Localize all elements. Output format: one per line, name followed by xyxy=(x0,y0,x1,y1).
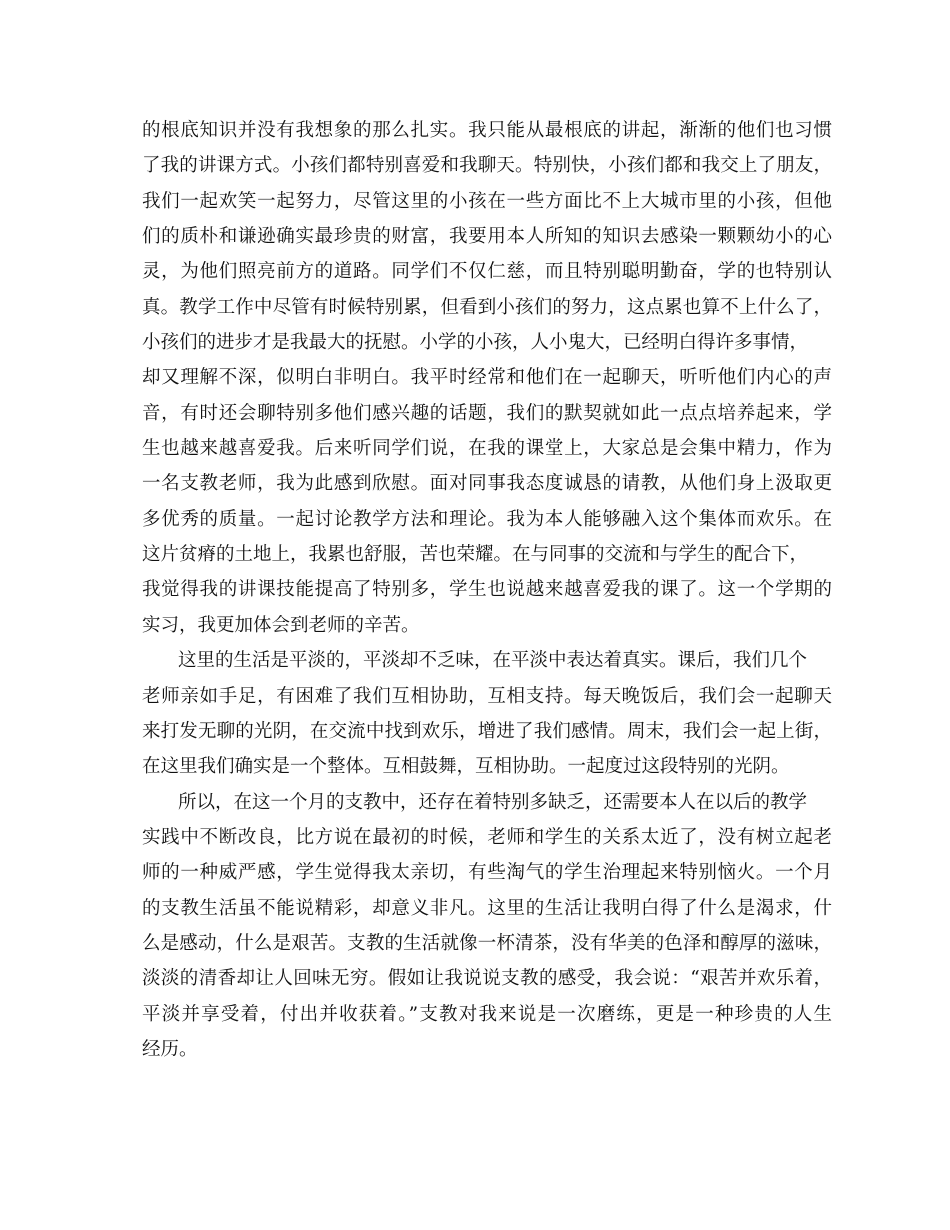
text-line: 小孩们的进步才是我最大的抚慰。小学的小孩，人小鬼大，已经明白得许多事情， xyxy=(142,332,809,354)
text-line: 一名支教老师，我为此感到欣慰。面对同事我态度诚恳的请教，从他们身上汲取更 xyxy=(142,473,832,495)
text-line: 实习，我更加体会到老师的辛苦。 xyxy=(142,614,420,636)
text-line: 来打发无聊的光阴，在交流中找到欢乐，增进了我们感情。周末，我们会一起上街， xyxy=(142,720,832,742)
text-line: 多优秀的质量。一起讨论教学方法和理论。我为本人能够融入这个集体而欢乐。在 xyxy=(142,508,832,530)
text-line: 经历。 xyxy=(142,1038,198,1060)
text-line: 实践中不断改良，比方说在最初的时候，老师和学生的关系太近了，没有树立起老 xyxy=(142,826,832,848)
body-text xyxy=(142,113,832,1067)
text-line: 我们一起欢笑一起努力，尽管这里的小孩在一些方面比不上大城市里的小孩，但他 xyxy=(142,190,832,212)
text-line: 么是感动，什么是艰苦。支教的生活就像一杯清茶，没有华美的色泽和醇厚的滋味， xyxy=(142,932,832,954)
text-line: 师的一种威严感，学生觉得我太亲切，有些淘气的学生治理起来特别恼火。一个月 xyxy=(142,862,832,884)
text-line: 老师亲如手足，有困难了我们互相协助，互相支持。每天晚饭后，我们会一起聊天 xyxy=(142,685,832,707)
text-line: 平淡并享受着，付出并收获着。”支教对我来说是一次磨练，更是一种珍贵的人生 xyxy=(142,1003,832,1025)
text-line: 在这里我们确实是一个整体。互相鼓舞，互相协助。一起度过这段特别的光阴。 xyxy=(142,756,790,778)
text-line: 的根底知识并没有我想象的那么扎实。我只能从最根底的讲起，渐渐的他们也习惯 xyxy=(142,120,832,141)
text-line: 们的质朴和谦逊确实最珍贵的财富，我要用本人所知的知识去感染一颗颗幼小的心 xyxy=(142,226,832,248)
text-line: 我觉得我的讲课技能提高了特别多，学生也说越来越喜爱我的课了。这一个学期的 xyxy=(142,579,832,601)
text-line: 真。教学工作中尽管有时候特别累，但看到小孩们的努力，这点累也算不上什么了， xyxy=(142,296,832,318)
text-line: 灵，为他们照亮前方的道路。同学们不仅仁慈，而且特别聪明勤奋，学的也特别认 xyxy=(142,261,832,283)
text-line: 所以，在这一个月的支教中，还存在着特别多缺乏，还需要本人在以后的教学 xyxy=(178,791,808,813)
text-line: 淡淡的清香却让人回味无穷。假如让我说说支教的感受，我会说：“艰苦并欢乐着， xyxy=(142,968,832,990)
text-line: 这片贫瘠的土地上，我累也舒服，苦也荣耀。在与同事的交流和与学生的配合下， xyxy=(142,544,809,566)
text-line: 音，有时还会聊特别多他们感兴趣的话题，我们的默契就如此一点点培养起来，学 xyxy=(142,402,832,424)
text-line: 的支教生活虽不能说精彩，却意义非凡。这里的生活让我明白得了什么是渴求，什 xyxy=(142,897,832,919)
text-line: 了我的讲课方式。小孩们都特别喜爱和我聊天。特别快，小孩们都和我交上了朋友， xyxy=(142,155,832,177)
text-line: 却又理解不深，似明白非明白。我平时经常和他们在一起聊天，听听他们内心的声 xyxy=(142,367,832,389)
text-line: 这里的生活是平淡的，平淡却不乏味，在平淡中表达着真实。课后，我们几个 xyxy=(178,650,808,672)
text-line: 生也越来越喜爱我。后来听同学们说，在我的课堂上，大家总是会集中精力，作为 xyxy=(142,438,832,460)
